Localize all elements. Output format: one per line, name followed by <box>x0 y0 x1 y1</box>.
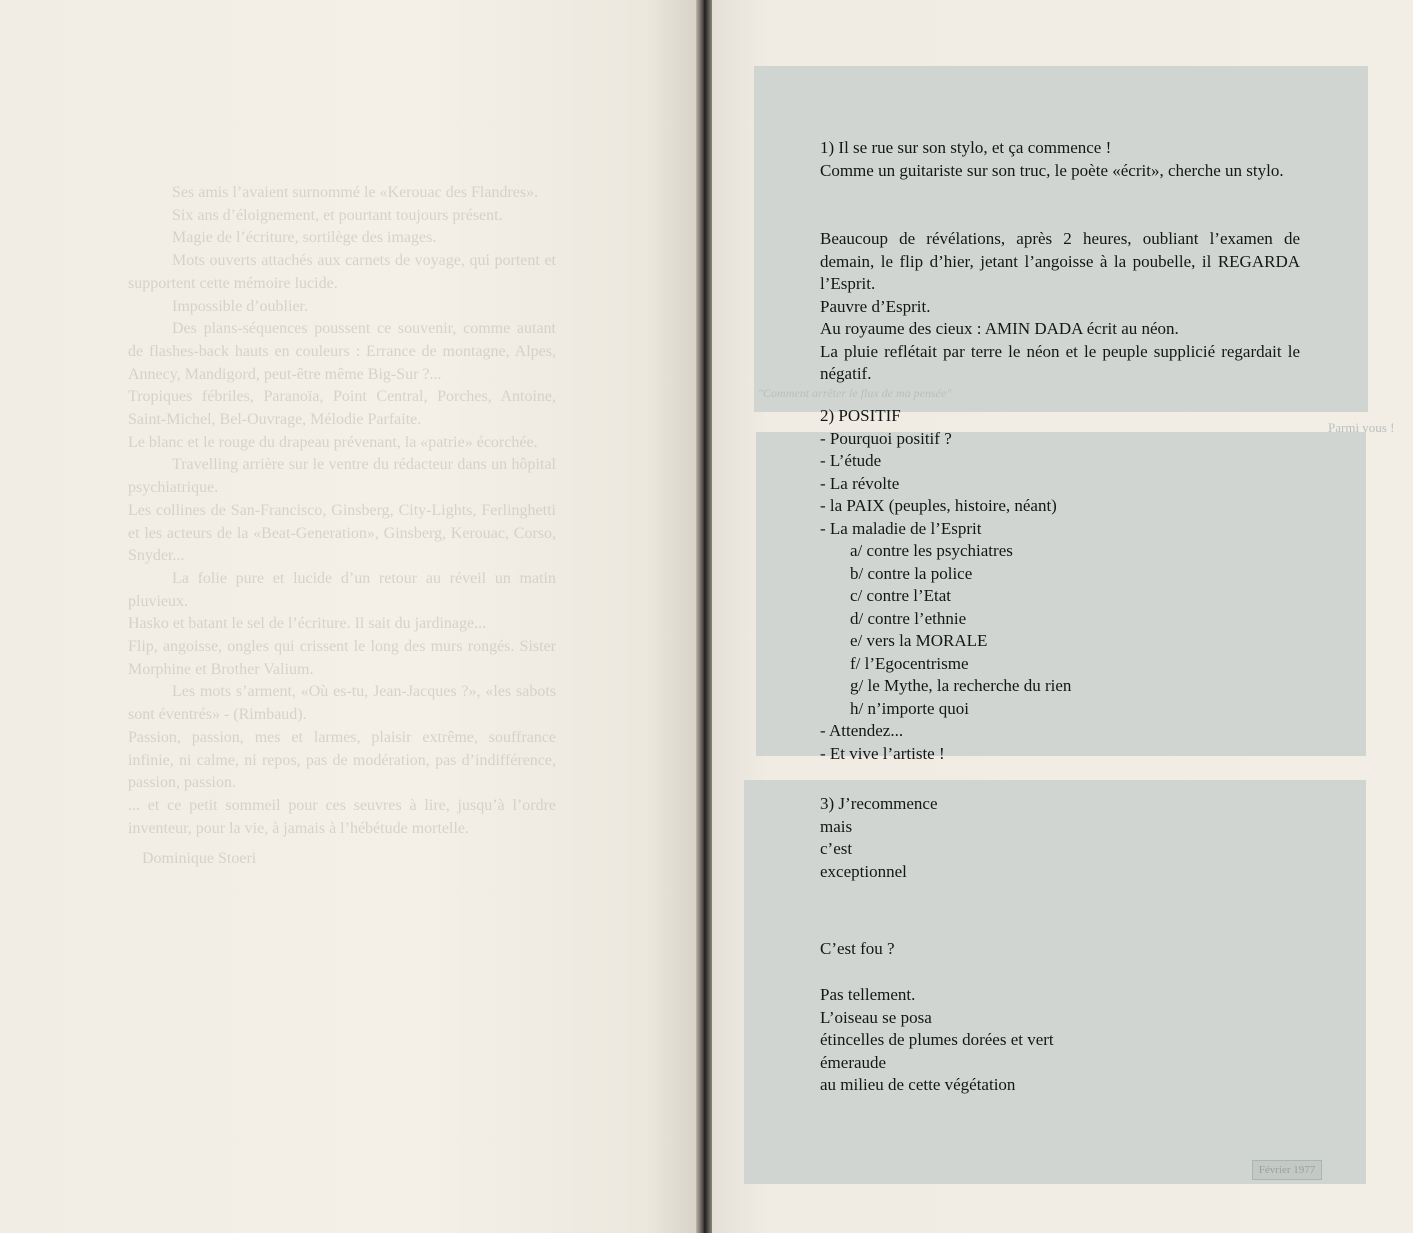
bleed-paragraph: Mots ouverts attachés aux carnets de voyage, qui portent et supportent cette mémoire lucide. <box>128 252 556 292</box>
bleed-paragraph: Impossible d’oublier. <box>172 297 308 315</box>
list-item: - la PAIX (peuples, histoire, néant) <box>820 496 1057 515</box>
faded-photo-caption: "Comment arrêter le flux de ma pensée" <box>758 386 952 400</box>
bleed-paragraph: Travelling arrière sur le ventre du rédacteur dans un hôpital psychiatrique. <box>128 456 556 497</box>
poem-line: exceptionnel <box>820 861 907 881</box>
poem-line: Pas tellement. <box>820 985 916 1004</box>
section-3-heading: 3) J’recommence <box>820 794 938 813</box>
poem-line: mais <box>820 816 853 836</box>
sub-list-item: c/ contre l’Etat <box>850 586 952 605</box>
list-item: - Pourquoi positif ? <box>820 428 952 448</box>
sub-list-item: e/ vers la MORALE <box>850 631 988 650</box>
bleed-through-text <box>128 182 556 871</box>
bleed-paragraph: Magie de l’écriture, sortilège des images. <box>172 229 437 247</box>
list-item: - Attendez... <box>820 721 904 740</box>
list-item: - L’étude <box>820 451 882 470</box>
list-item: - Et vive l’artiste ! <box>820 743 945 763</box>
section-1-continuation <box>820 228 1300 386</box>
bleed-paragraph: Les collines de San-Francisco, Ginsberg, City-Lights, Ferlinghetti et les acteurs de la «Beat-Generation», Ginsberg, Kerouac, Corso, Snyder... <box>128 501 556 565</box>
sub-list-item: g/ le Mythe, la recherche du rien <box>850 676 1072 695</box>
section-2-heading: 2) POSITIF <box>820 406 901 425</box>
list-item: - La révolte <box>820 473 900 493</box>
bleed-paragraph: La folie pure et lucide d’un retour au réveil un matin pluvieux. <box>128 569 556 610</box>
text-line: Pauvre d’Esprit. <box>820 296 931 316</box>
faded-photo-heading: Parmi vous ! <box>1328 420 1395 435</box>
faded-date-stamp: Février 1977 <box>1252 1160 1322 1180</box>
poem-line: c’est <box>820 839 853 858</box>
poem-line: émeraude <box>820 1052 887 1072</box>
bleed-paragraph: Des plans-séquences poussent ce souvenir, comme autant de flashes-back hauts en couleurs : Errance de montagne, Alpes, Annecy, Mandigord, peut-être même Big-Sur ?... <box>128 320 556 383</box>
sub-list-item: b/ contre la police <box>850 563 973 583</box>
poem-line: C’est fou ? <box>820 939 895 958</box>
bleed-paragraph: Passion, passion, mes et larmes, plaisir extrême, souffrance infinie, ni calme, ni repos, pas de modération, pas d’indifférence, passion, passion. <box>128 728 556 792</box>
bleed-paragraph: Le blanc et le rouge du drapeau prévenant, la «patrie» écorchée. <box>128 433 538 451</box>
section-1-heading: 1) Il se rue sur son stylo, et ça commence ! <box>820 138 1112 157</box>
book-gutter <box>696 0 712 1233</box>
bleed-paragraph: Ses amis l’avaient surnommé le «Kerouac des Flandres». <box>172 184 539 201</box>
section-2 <box>820 405 1300 765</box>
answer <box>820 984 1300 1097</box>
poem-line: L’oiseau se posa <box>820 1007 932 1027</box>
bleed-paragraph: Flip, angoisse, ongles qui crissent le long des murs rongés. Sister Morphine et Brother Valium. <box>128 638 556 678</box>
bleed-paragraph: Hasko et batant le sel de l’écriture. Il sait du jardinage... <box>128 615 487 633</box>
right-page <box>712 0 1413 1233</box>
poem-line: au milieu de cette végétation <box>820 1075 1016 1094</box>
text-line: Au royaume des cieux : AMIN DADA écrit au néon. <box>820 319 1179 338</box>
left-page <box>0 0 702 1233</box>
bleed-paragraph: Les mots s’arment, «Où es-tu, Jean-Jacques ?», «les sabots sont éventrés» - (Rimbaud). <box>128 683 556 724</box>
list-item: - La maladie de l’Esprit <box>820 518 982 538</box>
bleed-paragraph: Tropiques fébriles, Paranoïa, Point Central, Porches, Antoine, Saint-Michel, Bel-Ouvrage, Mélodie Parfaite. <box>128 388 556 429</box>
poem-line: étincelles de plumes dorées et vert <box>820 1030 1054 1049</box>
revelations-paragraph: Beaucoup de révélations, après 2 heures, oubliant l’examen de demain, le flip d’hier, jetant l’angoisse à la poubelle, il REGARDA l’Esprit. <box>820 229 1300 293</box>
sub-list-item: f/ l’Egocentrisme <box>850 653 969 673</box>
section-3 <box>820 793 1300 883</box>
sub-list-item: a/ contre les psychiatres <box>850 541 1013 560</box>
sub-list-item: h/ n’importe quoi <box>850 698 969 718</box>
bleed-paragraph: ... et ce petit sommeil pour ces seuvres à lire, jusqu’à l’ordre inventeur, pour la vie, à jamais à l’hébétude mortelle. <box>128 796 556 837</box>
bleed-signature: Dominique Stoeri <box>142 850 257 868</box>
bleed-paragraph: Six ans d’éloignement, et pourtant toujours présent. <box>172 206 503 224</box>
question <box>820 938 1300 961</box>
section-1 <box>820 137 1300 182</box>
sub-list-item: d/ contre l’ethnie <box>850 608 967 628</box>
text-line: La pluie reflétait par terre le néon et le peuple supplicié regardait le négatif. <box>820 341 1300 383</box>
section-1-paragraph: Comme un guitariste sur son truc, le poète «écrit», cherche un stylo. <box>820 160 1284 180</box>
